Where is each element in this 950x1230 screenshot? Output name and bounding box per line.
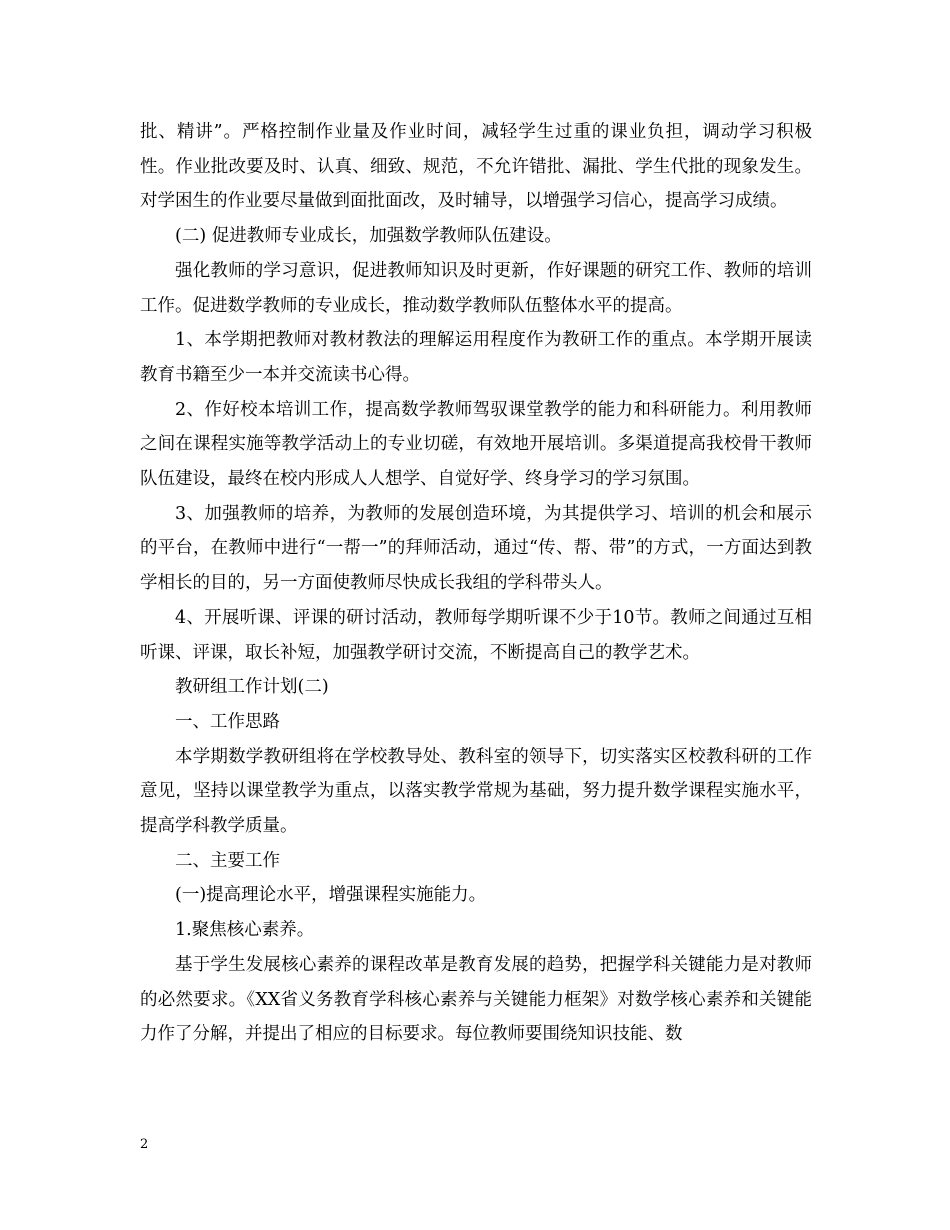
paragraph-work-idea: 本学期数学教研组将在学校教导处、教科室的领导下，切实落实区校教科研的工作意见，坚持以课堂教学为重点，以落实教学常规为基础，努力提升数学课程实施水平，提高学科教学质量。 xyxy=(140,746,812,837)
list-item-3: 3、加强教师的培养，为教师的发展创造环境，为其提供学习、培训的机会和展示的平台，在教师中进行“一帮一”的拜师活动，通过“传、帮、带”的方式，一方面达到教学相长的目的，另一方面使教师尽快成长我组的学科带头人。 xyxy=(140,503,812,594)
section-heading-main-work: 二、主要工作 xyxy=(175,850,280,871)
list-item-4: 4、开展听课、评课的研讨活动，教师每学期听课不少于10节。教师之间通过互相听课、评课，取长补短，加强教学研讨交流，不断提高自己的教学艺术。 xyxy=(140,607,812,663)
subsection-heading-theory: (一)提高理论水平，增强课程实施能力。 xyxy=(175,885,487,906)
document-body xyxy=(140,115,812,1052)
section-heading-teacher-growth: (二) 促进教师专业成长，加强数学教师队伍建设。 xyxy=(175,226,562,247)
paragraph-learning-awareness: 强化教师的学习意识，促进教师知识及时更新，作好课题的研究工作、教师的培训工作。促进数学教师的专业成长，推动数学教师队伍整体水平的提高。 xyxy=(140,260,812,316)
list-item-1: 1、本学期把教师对教材教法的理解运用程度作为教研工作的重点。本学期开展读教育书籍至少一本并交流读书心得。 xyxy=(140,330,812,385)
item-heading-core-literacy: 1.聚焦核心素养。 xyxy=(175,920,315,941)
page-number: 2 xyxy=(140,1137,149,1152)
list-item-2: 2、作好校本培训工作，提高数学教师驾驭课堂教学的能力和科研能力。利用教师之间在课程实施等教学活动上的专业切磋，有效地开展培训。多渠道提高我校骨干教师队伍建设，最终在校内形成人人想学、自觉好学、终身学习的学习氛围。 xyxy=(140,399,812,490)
section-heading-work-idea: 一、工作思路 xyxy=(175,711,280,732)
document-subtitle: 教研组工作计划(二) xyxy=(175,677,329,698)
paragraph-continuation: 批、精讲”。严格控制作业量及作业时间，减轻学生过重的课业负担，调动学习积极性。作业批改要及时、认真、细致、规范，不允许错批、漏批、学生代批的现象发生。对学困生的作业要尽量做到面批面改，及时辅导，以增强学习信心，提高学习成绩。 xyxy=(140,122,812,212)
paragraph-core-literacy: 基于学生发展核心素养的课程改革是教育发展的趋势，把握学科关键能力是对教师的必然要求。《XX省义务教育学科核心素养与关键能力框架》对数学核心素养和关键能力作了分解，并提出了相应的目标要求。每位教师要围绕知识技能、数 xyxy=(140,954,812,1045)
